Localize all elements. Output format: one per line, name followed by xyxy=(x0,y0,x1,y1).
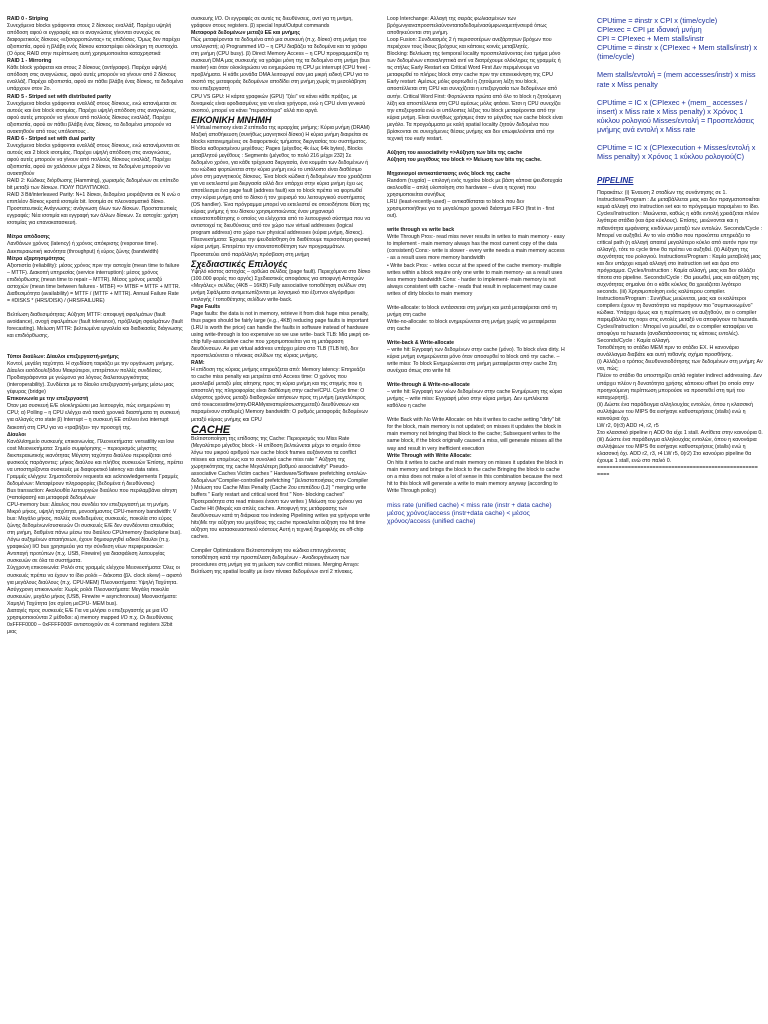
note-paragraph: Bus transaction: Ακολουθία λειτουργιών διαύλου που περιλαμβάνει αίτηση (=αποίφαση) και μεταφορά δεδομένων xyxy=(7,487,178,501)
note-paragraph: ΕΙΚΟΝΙΚΗ ΜΝΗΜΗ xyxy=(191,114,272,125)
spacer xyxy=(7,227,183,234)
note-paragraph: Γραμμές ελέγχου: Σηματοδοτούν requests και acknowledgements Γραμμές δεδομένων: Μεταφέρουν πληροφορίες (δεδομένα ή διευθύνσεις) xyxy=(7,473,179,487)
pipeline-paragraph: Τοποθέτηση το στάδιο MEM πριν το στάδιο EX. Η κανονάριο συνάλλαγμα διαβάτε και αυτή πιθανής σχήμα προσθήκης. xyxy=(597,345,739,359)
note-paragraph: Τύποι διαύλων: Δίαυλοι επεξεργαστή-μνήμης xyxy=(7,354,119,361)
spacer xyxy=(387,333,565,340)
pipeline-notes xyxy=(597,190,763,479)
note-paragraph: Κάθε block γράφεται και στους 2 δίσκους (αντίγραφο). Παρέχει υψηλή απόδοση στις αναγνώσεις, αφού αυτές μπορούν να γίνουν από 2 δίσκους εναλλάξ. Παρέχει αξιοπιστία, αφού αν πάθει βλάβη ένας δίσκος, τα δεδομένα υπάρχουν στον 2ο. xyxy=(7,65,183,93)
spacer xyxy=(387,143,565,150)
note-paragraph: Page Faults xyxy=(191,303,221,310)
note-paragraph: Ασύγχρονη επικοινωνία: Χωρίς ρολόι Πλεονεκτήματα: Μεγάλη ποικιλία συσκευών, μεγάλο μήκος (USB, Firewire = asynchronous) Μειονεκτήματα: Χαμηλή Ταχύτητα (σε σχέση μεCPU- MEM bus). xyxy=(7,586,178,607)
spacer xyxy=(387,220,565,227)
formula-line: CPUtime = #instr x (CPIexec + Mem stalls/instr) x (time/cycle) xyxy=(597,43,758,62)
note-paragraph: Βελτιστοποίηση της επίδοσης της Cache: Περιορισμός του Miss Rate (Μεγαλύτερο μέγεθος block - Η επίδοση βελτιώνεται μέχρι το σημείο όπου λόγω του μικρού αριθμού των cache block frames αυξάνονται τα conflict misses και επομένως και το συνολικό cache miss rate " Αύξηση της χωρητικότητας της cache Μεγαλύτερη βαθμού associativity" Pseudo-associative Caches Victim caches " Hardware/Software prefetching εντολών-δεδομένων"Compiler-controlled prefetching " βελτιστοποιήσεις στον Compiler ) Μείωση του Cache Miss Penalty (Cache 2ου επιπέδου (L2) " merging write buffers " Early restart and critical word first " Non- blocking caches" Προτεραιότητα στα read misses έναντι των writes ) Μείωση του χρόνου για Cache Hit (Μικρές και απλές caches. Αποφυγή της μετάφρασης των διευθύνσεων κατά τη διάρκεια του indexing Pipelining writes για γρήγορα write hits)Με την αύξηση του μεγέθους της cache προκαλείται αύξηση του hit time αύξηση του κατασκευαστικού κόστους Αυτή η τεχνική δημοφιλής σε off-chip caches. xyxy=(191,435,371,541)
spacer xyxy=(597,89,763,98)
spacer xyxy=(7,340,183,347)
note-paragraph: Επικοινωνία με την επεξεργαστή xyxy=(7,396,89,403)
pipeline-paragraph: Στο κλασσικό pipeline η ADD θα είχε 1 stall. Αντίθετα στην καινούρια 0. xyxy=(597,429,763,436)
note-paragraph: RAID 3 Bit/interleaved Parity: N+1 δίσκοι, δεδομένα μοιράζονται σε N ενώ ο επιπλέον δίσκος κρατά ισοτιμία bit. Ισοτιμία σε πλεονασματικό δίσκο. Προστατευτικές Ανάγνωσης: ανάγνωση όλων των δίσκων. Προστατευτικές εγγραφές: Νέα ισοτιμία και εγγραφή των άλλων δίσκων. Σε αστοχία: χρήση ισοτιμίας για επανακατασκευή. xyxy=(7,192,181,227)
note-paragraph: Μέτρα εξαρτησιμότητας xyxy=(7,255,65,262)
note-paragraph: Compiler Optimizations Βελτιστοποίηση του κώδικα επιτυγχάνοντας τοποθέτηση κατά την προσπέλαση δεδομένων - Αναδιοργάνωση των procedures στη μνήμη για τη μείωση των conflict misses. Merging Arrays: Βελτίωση της spatial locality με έναν πίνακα δεδομένων αντί 2 πίνακες. xyxy=(191,548,360,576)
note-paragraph: Μεταφορά δεδομένων μεταξύ ΕΕ και μνήμης xyxy=(191,30,301,37)
note-paragraph: CPU-memory bus: Δίαυλος που συνδέει τον επεξεργαστή με τη μνήμη. Μικρό μήκος, υψηλή ταχύτητα, μονοσήμαντος CPU-memory bandwidth: V bus: Μεγάλο μήκος, πολλές συνδεδεμένες συσκευές, ποικιλία στο εύρος ζώνης δεδομένων/συσκευών Οι συσκευές Ε/Ε δεν συνδέονται απευθείας στη μνήμη, δαθμένα πάνω μέσω του διαύλου CPUmemory (backplane bus). Λόγω αυξημένων απαιτήσεων, έχουν δημιουργηθεί ειδικοί δίαυλοι (π.χ. γραφικών) I/O bus χρησιμεύει για την σύνδεση νέων περιφερειακών: Αντιπαγή προτύπων (π.χ. USB, Firewire) για διασφάλιση λειτουργίας συσκευών σε όλα τα συστήματα. xyxy=(7,502,182,565)
formula-line: CPUtime = IC x (CPIexec + (mem_ accesses / insert) x Miss rate x Miss penalty) x Χρόνος 1 κύκλου ρολογιού Misses/εντολή = Προσπελάσεις μνήμης ανά εντολή x Miss rate xyxy=(597,97,755,134)
note-paragraph: RAID 5 - Striped set with distributed parity xyxy=(7,93,112,100)
spacer xyxy=(387,298,565,305)
note-paragraph: Λανθάνων χρόνος (latency) ή χρόνος απόκρισης (response time). Διεκπεραιωτική ικανότητα (throughput) ή εύρος ζώνης (bandwidth) xyxy=(7,241,159,255)
pipeline-paragraph: (iii) Δώστε ένα παράδειγμα αλληλουχίας εντολών, όπου η κανονάρια συλλήψεων του MIPS θα εισήγαγε καθυστερήσεις (stalls) ενώ η κλασσική όχι. ADD r2, r3, r4 LW r5, 0(r2) Στο κανούριο pipeline θα έχουμε 1 stall, ενώ στο παλιό 0. xyxy=(597,436,757,465)
note-paragraph: Σύγχρονη επικοινωνία: Ρολόι στις γραμμές ελέγχου Μειονεκτήματα: Όλες οι συσκευές πρέπει να έχουν το ίδιο ρολόι – διάκοπα (βλ. clock skew) – αφιστό για μεγάλους διαύλους (π.χ. CPU-MEM) Πλεονεκτήματα: Υψηλή Ταχύτητα. xyxy=(7,565,182,586)
note-paragraph: CPU VS GPU: Η κάρτα γραφικών (GPU) "ζέει" να κάνει κάθε πράξεις, με δυναμικές είναι εφοδιασμένες για να είναι γρήγορα, ενώ η CPU είναι γενικού σκοπού, μπορεί να κάνει "περισσότερα" αλλά πιο αργά. xyxy=(191,93,366,114)
note-paragraph: CACHE xyxy=(191,423,231,436)
note-paragraph: Write-no-allocate: το block ενημερώνεται στη μνήμη χωρίς να μεταφέρεται στη cache xyxy=(387,318,556,332)
pipeline-paragraph: ==================================================== ==== xyxy=(597,465,758,479)
formula-line: Mem stalls/εντολή = (mem accesses/instr) x miss rate x Miss penalty xyxy=(597,70,756,89)
pipeline-heading: PIPELINE xyxy=(597,176,634,186)
note-paragraph: Write-back & Write-allocate xyxy=(387,339,454,346)
note-paragraph: Μέτρα απόδοσης xyxy=(7,234,50,241)
spacer xyxy=(387,164,565,171)
note-paragraph: RAID 0 - Striping xyxy=(7,16,49,22)
pipeline-paragraph: Πλέον το στάδιο θα υποστηρίζει απλά register indirect addressing. Δεν υπάρχει πλέον η δυνατότητα χρήσης κάποιου offset (το οποίο στην προηγούμενη περίπτωση μπορούσε να προστεθεί στη τιμή του καταχωρητή). xyxy=(597,373,762,401)
note-paragraph: Page faults: the data is not in memory, retrieve it from disk huge miss penalty, thus pages should be fairly large (e.g., 4KB) reducing page faults is important (LRU is worth the price) can handle the faults in software instead of hardware using write-through is too expensive so we use write- back TLB: Μία μικρή on-chip fully-associative cache που χρησιμοποιείται για τη μετάφραση διευθύνσεων. Αν μια virtual address υπάρχει μέσα στο TLB (TLB hit), δεν προσπελαύνεται ο πίνακας σελίδων της κύριας μνήμης. xyxy=(191,310,371,360)
note-paragraph: write through vs write back xyxy=(387,227,455,234)
note-paragraph: Κοντοί, μεγάλη ταχύτητα. Η σχεδίαση ταιριάζει με την οργάνωση μνήμης. Δίαυλοι εισόδου/εξόδου Μακρύτεροι, επιτρέπουν πολλές συνδέσεις. Προδιαγράφονται με γνώμονα για λόγους διαλειτουργικότητας (interoperability). Συνδέεται με το δίαυλο επεξεργαστή-μνήμης μέσω μιας γέφυρας (bridge) xyxy=(7,361,174,396)
note-paragraph: συσκευής I/O. Οι εγγραφές σε αυτές τις διευθύνσεις, αντί για τη μνήμη, γράφουν στους registers. β) special Input/Output commands xyxy=(191,16,353,30)
note-paragraph: miss rate (unified cache) < miss rate (instr + data cache) xyxy=(387,501,552,509)
formula-line: CPUtime = #instr x CPI x (time/cycle) xyxy=(597,16,718,25)
formula-line: CPUtime = IC x (CPIexecution + Misses/εντολή x Miss penalty) x Χρόνος 1 κύκλου ρολογιού(C) xyxy=(597,143,756,162)
pipeline-paragraph: (i) Αλλάζει ο τρόπος διευθυνσιοδότησης των δεδομένων στη μνήμη; Αν ναι, πώς; xyxy=(597,359,763,373)
note-paragraph: Write-through & Write-no-allocate xyxy=(387,382,470,389)
note-paragraph: – write hit: Εγγραφή των δεδομένων στην cache (μόνο). Το block είναι dirty. Η κύρια μνήμη ενημερώνεται μόνο όταν αποσυρθεί το block από την cache. – write miss: Το block Ενημερώνεται στη μνήμη μεταφέρεται στην cache Στη συνέχεια όπως στο write hit xyxy=(387,346,565,375)
spacer xyxy=(7,347,183,354)
note-paragraph: RAID 1 - Mirroring xyxy=(7,58,52,65)
spacer xyxy=(597,61,763,70)
note-paragraph: Αξιοπιστία (reliability): μέσος χρόνος πριν την αστοχία (mean time to failure – MTTF). Διακοπή υπηρεσίας (service interruption): μέσος χρόνος επιδιόρθωσης (mean time to repair – MTTR). Μέσος χρόνος μεταξύ αστοχιών (mean time between failures - MTBF) => MTBF = MTTF + MTTR. Διαθεσιμότητα (availability) = MTTF / (MTTF + MTTR). Annual Failure Rate = #DISKS * (HRS/DISK) / (HRS/FAILURE) xyxy=(7,262,181,304)
pipeline-paragraph: Παρακάτω: (i) Έναυση 2 σταδίων της συνάντησης σε 1. Instructions/Program : Δε μεταβάλλεται μιας και δεν πραγματοποιείται καμιά αλλαγή στο instruction set και το πρόγραμμα παραμένει το ίδιο. Cycles/Instruction : Μειώνεται, καθώς η κάθε εντολή χρειάζεται πλέον λιγότερα στάδια (και άρα κύκλους). Επίσης, μειώνονται και η πιθανότητα εμφάνισης κινδύνων μεταξύ των εντολών. Seconds/Cycle : Μπορεί να αυξηθεί. Αν το νέο στάδιο που προκύπτει επηρεάζει το critical path (η αλλαγή απαιτεί μεγαλύτερο κύκλο από αυτόν πριν την αλλαγή), τότε το cycle time θα πρέπει να αυξηθεί. (ii) Αύξηση της συχνότητας του ρολογιού. Instructions/Program : Καμία μεταβολή μιας και δεν υπάρχει καμιά αλλαγή στο instruction set και άρα στο πρόγραμμα. Cycles/Instruction : Καμία αλλαγή, μιας και δεν αλλάζει τίποτα στο pipeline. Seconds/Cycle : Θα μειωθεί, μιας και αύξηση της συχνότητας σημαίνει ότι ο κάθε κύκλος θα χρειάζεται λιγότερο seconds. (iii) Χρησιμοποίηση ενός καλύτερου compiler. Instructions/Program : Συνήθως μειώνεται, μιας και οι καλύτεροι compilers έχουν τη δυνατότητα να παράγουν πιο "συμπυκνωμένο" κώδικα. Υπάρχει όμως και η περίπτωση να αυξηθούν, αν ο compiler παρεμβάλλει πχ nops στις εντολές μεταξύ να αποφύγουν τα hazards. Cycles/Instruction : Μπορεί να μειωθεί, αν ο compiler καταφέρει να αποφύγει τα hazards (αναδιατάσσοντας τις κάποιες εντολές). Seconds/Cycle : Καμία αλλαγή. xyxy=(597,190,763,345)
note-paragraph: RAM: xyxy=(191,360,205,367)
notes-column-4 xyxy=(597,16,763,1016)
note-paragraph: Blocking: Βελτίωση της temporal locality προσπελαύνοντας ένα τμήμα μόνο των δεδομένων επαναληπτικά αντί να διατρέχουμε ολόκληρες τις γραμμές ή τις στήλες Early Restart και Critical Word First Δεν περιμένουμε να μεταφερθεί το πλήρες block στην cache πριν την επανεκκίνηση της CPU Early restart: Αμέσως μόλις φορτωθεί η ζητούμενη λέξη του block, αποστέλλεται στη CPU και συνεχίζεται η επεξεργασία των δεδομένων από αυτήν. Critical Word First: Φορτώνεται πρώτα από όλο το block η ζητούμενη λέξη και αποστέλλεται στη CPU αμέσως μόλις φτάσει. Έτσι η CPU συνεχίζει την επεξεργασία ενώ οι υπόλοιπες λέξεις του block μεταφέρονται από την κύρια μνήμη. Είναι συνήθως χρήσιμες όταν το μέγεθος των cache block είναι μεγάλο. Τα προγράμματα με καλή spatial locality ζητούν δεδομένα που βρίσκονται σε συνεχόμενες θέσεις μνήμης και δεν επωφελούνται από την τεχνική του early restart. xyxy=(387,51,563,142)
note-paragraph: RAID 6 - Striped set with dual parity xyxy=(7,135,95,142)
spacer xyxy=(7,305,183,312)
note-paragraph: Υψηλό κόστος αστοχίας – ορθώια σελίδας (page fault). Περιεχόμενα στο δίσκο (100.000 φορές πιο αργός) Σχεδιαστικές αποφάσεις για αποφυγή Αστοχιών «Μεγάλες» σελίδες (4KB – 16KB) Fully associative τοποθέτηση σελίδων στη μνήμη Σφάλματα αντιμετωπίζονται με λογισμικό πιο έξυπνοι αλγόριθμοι επιλογής / τοποθέτησης σελίδων write-back. xyxy=(191,268,371,303)
note-paragraph: Αύξηση του μεγέθους του block => Μείωση των bits της cache. xyxy=(387,156,542,163)
formula-line: CPI = CPIexec + Mem stalls/instr xyxy=(597,34,705,44)
note-paragraph: Write Through Pros:- read miss never results in writes to main memory - easy to implement - main memory always has the most current copy of the data (consistent) Cons:- write is slower - every write needs a main memory access - as a result uses more memory bandwidth xyxy=(387,234,565,262)
note-paragraph: Πώς μεταφέρονται τα δεδομένα από μια συσκευή (π.χ. δίσκο) στη μνήμη του υπολογιστή; a) Programmed I/O – η CPU διαβάζει τα δεδομένα και τα γράφει στη μνήμη (CPU busy). β) Direct Memory Access – η CPU προγραμματίζει τη συσκευή DMA μας συσκευής να γράψει μόνη της τα δεδομένα στη μνήμη (bus master) και όταν ολοκληρώσει να ενημερώσει τη CPU με interrupt (CPU free) - προβλήματα. Η κάθε μονάδα DMA λειτουργεί σαν μια μικρή ειδική CPU για το σκοπό της μεταφοράς δεδομένων αποδίδει στη μνήμη χωρίς τη μεσολάβηση του επεξεργαστή xyxy=(191,37,371,93)
spacer xyxy=(387,410,565,417)
formula-block xyxy=(597,16,763,161)
note-paragraph: Δίαυλοι xyxy=(7,431,26,438)
note-paragraph: Η Virtual memory είναι 2 επίπεδα της ιεραρχίας μνήμης: Κύρια μνήμη (DRAM) Μαζική αποθήκευση (συνήθως μαγνητικοί δίσκοι) Η κύρια μνήμη διαιρείται σε blocks κατανεμημένες σε διαφορετικές τμήματος διεργασίας του συστήματος. Blocks καθορισμένου μεγέθους: Pages (μέγεθος 4k έως 64k bytes), Blocks μεταβλητού μεγέθους : Segments (μέγεθος το πολύ 216 μέχρι 232) Σε δεδομένο χρόνο, για κάθε τρέχουσα διεργασία, ένα κομμάτι των δεδομένων ή του κώδικα φορτώνεται στην κύρια μνήμη ενώ το υπόλοιπο είναι διαθέσιμο μόνο στη μαγνητικούς δίσκους. Ένα block κώδικα ή δεδομένων που χρειάζεται για να εκτελεστεί μια διεργασία αλλά δεν υπάρχει στην κύρια μνήμη έχει ως αποτέλεσμα ένα page fault (address fault) και το block πρέπει να φορτωθεί στην κύρια μνήμη από το δίσκο ή τον χειρισμό του λειτουργικού συστήματος (OS handler). Ένα πρόγραμμα μπορεί να εκτελεστεί σε οποιοδήποτε θέση της κύριας μνήμης ή του δίσκου χρησιμοποιώντας έναν μηχανισμό επανατοποθέτησης ο οποίος να ελέγχεται από το λειτουργικό σύστημα που να αντιστοιχεί τις διευθύνσεις από τον χώρο των virtual addresses (logical program address) στο χώρο των physical addresses (κύρια μνήμη, δίσκος). Πλεονεκτήματα: Έχουμε την ψευδαίσθηση ότι διαθέτουμε περισσότερη φυσική κύρια μνήμη. Επιτρέπει την επανατοποθέτηση των προγραμμάτων. Προστατεύει από παράλληλη πρόσβαση στη μνήμη xyxy=(191,124,371,258)
note-paragraph: Loop Fusion: Συνδυασμός 2 ή περισσοτέρων ανεξάρτητων βρόχων που περιέχουν τους ίδιους βρόχους και κάποιες κοινές μεταβλητές. xyxy=(387,37,552,51)
spacer xyxy=(387,495,565,502)
note-paragraph: Η επίδοση της κύριας μνήμης επηρεάζεται από: Memory latency: Επηρεάζει το cache miss penalty και μετριέται από Access time: Ο χρόνος που μεσολαβεί μεταξύ μίας αίτησης προς τη κύρια μνήμη και της στιγμής που η αποστολή της πληροφορίας είναι διαθέσιμη στην cache/CPU. Cycle time: Ο ελάχιστος χρόνος μεταξύ διαδοχικών αιτήσεων προς τη μνήμη (μεγαλύτερος από τονaccesstime)στηνDRAMγιαναπερίσσωσηςμεταξύ διευθύνσεων και παραμένουν σταθερές) Memory bandwidth: Ο ρυθμός μεταφοράς δεδομένων μεταξύ κύριας μνήμης και CPU xyxy=(191,367,369,423)
note-paragraph: Random (τυχαία) – επιλογή ενός τυχαίου block με βάση κάποια ψευδοτυχαία ακολουθία – απλή υλοποίηση στο hardware – είναι η τεχνική που χρησιμοποιείται συνήθως xyxy=(387,177,563,199)
note-paragraph: Write-allocate: to block εντάσσεται στη μνήμη και μετά μεταφέρεται από τη μνήμη στη cache xyxy=(387,304,557,318)
note-paragraph: – write hit: Εγγραφή των νέων δεδομένων στην cache Ενημέρωση της κύρια μνήμης – write miss: Εγγραφή μόνο στην κύρια μνήμη. Δεν εμπλέκεται καθόλου η cache xyxy=(387,389,563,410)
note-paragraph: • Write back Pros: - writes occur at the speed of the cache memory- multiple writes within a block require only one write to main memory- as a result uses less memory bandwidth Cons: - harder to implement- main memory is not always consistent with cache - reads that result in replacement may cause writes of dirty blocks to main memory xyxy=(387,262,563,297)
spacer xyxy=(597,134,763,143)
note-paragraph: Συνεχόμενα blocks γράφονται εναλλάξ στους δίσκους, ενώ κατανέμεται σε αυτούς και ένα block ισοτιμίας. Παρέχει υψηλή απόδοση στις αναγνώσεις, αφού αυτές μπορούν να γίνουν από πολλούς δίσκους εναλλάξ. Παρέχει αξιοπιστία, αφού αν πάθει βλάβη ένας δίσκος, τα δεδομένα μπορούν να ανακτηθούν από τους υπόλοιπους . xyxy=(7,100,177,135)
note-paragraph: On hits it writes to cache and main memory on misses it updates the block in main memory and brings the block to the cache Bringing the block to cache on a miss does not make a lot of sense in this combination because the next hit to this block will generate a write to main memory anyway (according to Write Through policy) xyxy=(387,459,563,494)
note-paragraph: Σχεδιαστικές Επιλογές xyxy=(191,258,288,269)
note-paragraph: Write Through with Write Allocate: xyxy=(387,452,472,459)
notes-column-2 xyxy=(191,16,371,1016)
note-paragraph: Διαταγές προς συσκευές Ε/Ε Για να μιλήσει ο επεξεργαστής με μια I/O χρησιμοποιούνται 2 μέθοδοι: a) memory mapped I/O π.χ. Οι διευθύνσεις 0xFFFF0000 – 0xFFFF000F αντιστοιχούν σε 4 command registers 32bit μιας xyxy=(7,607,174,635)
formula-line: CPIexec = CPI με ιδανική μνήμη xyxy=(597,25,702,35)
note-paragraph: RAID 2: Κώδικες διόρθωσης (Hamming), χωρισμός δεδομένων σε επίπεδο bit μεταξύ των δίσκων. ΠΟΛΥ ΠΟΛΥΠΛΟΚΟ. xyxy=(7,178,179,192)
notes-column-3 xyxy=(387,16,565,1016)
note-paragraph: Συνεχόμενα blocks γράφονται στους 2 δίσκους εναλλάξ. Παρέχει υψηλή απόδοση αφού οι εγγραφές και οι αναγνώσεις γίνονται συνεχώς σε διαφορετικούς δίσκους «εξισορροπώντας» τις επιδόσεις. Όμως δεν παρέχει αξιοπιστία, αφού η βλάβη ενός δίσκου καταστρέφει ολόκληρη τη συστοιχία. (Ο όρος RAID στην περίπτωση αυτή χρησιμοποιείται καταχρηστικά xyxy=(7,23,181,58)
note-paragraph: Συνεχόμενα blocks γράφονται εναλλάξ στους δίσκους, ενώ κατανέμονται σε αυτούς και 2 block ισοτιμίας. Παρέχει υψηλή απόδοση στις αναγνώσεις, αφού αυτές μπορούν να γίνουν από πολλούς δίσκους εναλλάξ. Παρέχει αξιοπιστία, αφού αν χαλάσουν μέχρι 2 δίσκοι, τα δεδομένα μπορούν να ανακτηθούν xyxy=(7,142,180,178)
note-paragraph: Write Back with No Write Allocate: on hits it writes to cache setting "dirty" bit for the block, main memory is not updated; on misses it updates the block in main memory not bringing that block to the cache; Subsequent writes to the same block, if the block originally caused a miss, will generate misses all the way and result in very inefficient execution xyxy=(387,417,563,452)
spacer xyxy=(387,375,565,382)
note-paragraph: Μηχανισμοί αντικατάστασης ενός block της cache xyxy=(387,170,511,177)
pipeline-paragraph: (ii) Δώστε ένα παράδειγμα αλληλουχίας εντολών, όπου η κλασσική συλλήψεων του MIPS θα εισήγαγε καθυστερήσεις (stalls) ενώ η καινούρια όχι. xyxy=(597,401,753,422)
note-paragraph: Κανάλι/σημείο συσκευής επικοινωνίας. Πλεονεκτήματα: versatility και low cost Μειονεκτήματα: Σημείο συμφόρησης – περιορισμός μέγιστης διεκπεραιωτικής ικανότητας Μέγιστη ταχύτητα διαύλου περιορίζεται από φυσικούς παράγοντες: μήκος διαύλου και πλήθος συσκευών Έπίσης, πρέπει να υποστηρίζονται συσκευές με διαφορετικό latency και data rates. xyxy=(7,438,183,473)
note-paragraph: Loop Interchange: Αλλαγή της σειράς φωλιασμένων των βρόχωνγιαναπροσπελαύνονταιταδεδομένασύμφωναμετήνσειρά όπως αποθηκεύονται στη μνήμη. xyxy=(387,16,547,37)
notes-column-1 xyxy=(7,16,183,1016)
note-paragraph: Βελτίωση διαθεσιμότητας: Αύξηση MTTF: αποφυγή σφαλμάτων (fault avoidance), ανοχή σφαλμάτων (fault tolerance), πρόβλεψη σφαλμάτων (fault forecasting). Μείωση MTTR: βελτιωμένα εργαλεία και διαδικασίες διάγνωσης και επιδιόρθωσης. xyxy=(7,311,183,340)
pipeline-paragraph: LW r2, 0(r3) ADD r4, r2, r5 xyxy=(597,422,659,429)
note-paragraph: Όταν μια συσκευή Ε/Ε ολοκληρώσει μια λειτουργία, πώς ενημερώνει τη CPU; α) Polling – η CPU ελέγχει ανά τακτά χρονικά διαστήματα τη συσκευή για αλλαγές στο state β) Interrupt – η συσκευή ΕΕ στέλνει ένα interrupt διακοπή στη CPU για να «τραβήξει» την προσοχή της. xyxy=(7,403,180,431)
note-paragraph: LRU (least-recently-used) – αντικαθίσταται το block που δεν χρησιμοποιήθηκε για το μεγαλύτερο χρονικό διάστημα FIFO (first in - first out). xyxy=(387,199,555,220)
note-paragraph: μέσος χρόνος/access (instr+data cache) < μέσος χρόνος/access (unified cache) xyxy=(387,510,530,526)
note-paragraph: Αύξηση του associativity =>Αύξηση των bits της cache xyxy=(387,149,523,156)
